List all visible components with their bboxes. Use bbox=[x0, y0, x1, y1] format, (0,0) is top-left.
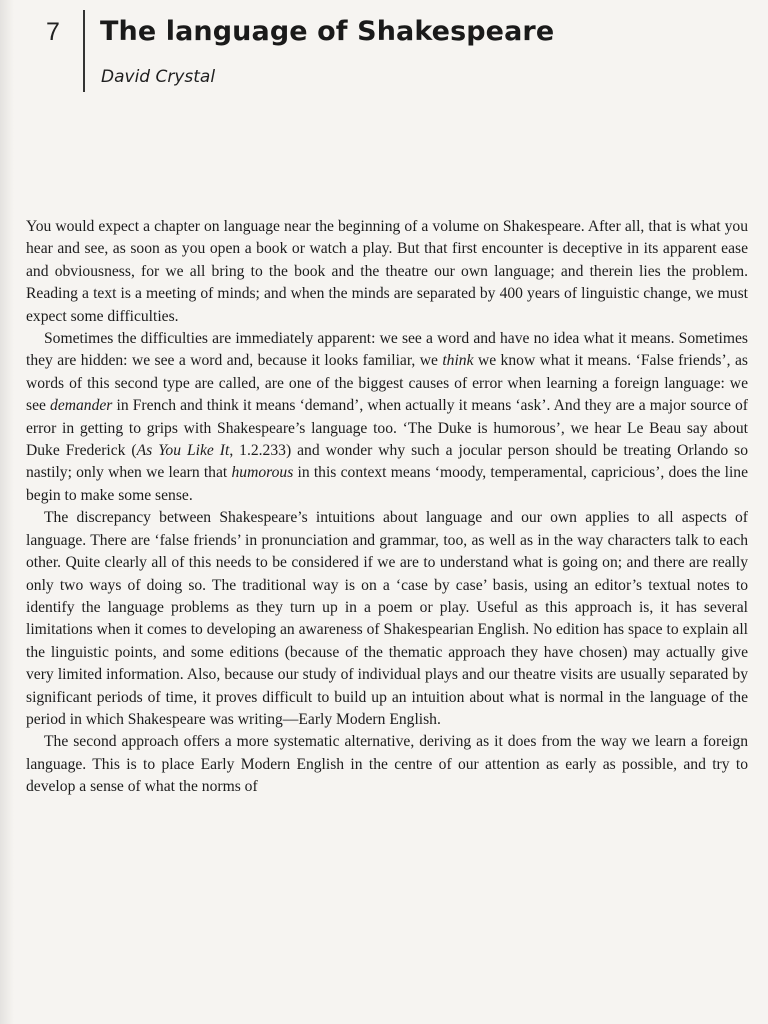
play-title: As You Like It bbox=[136, 442, 230, 460]
italic-term: humorous bbox=[231, 464, 294, 482]
text-run: The discrepancy between Shakespeare’s intuitions about language and our own applies to all aspects of language. There are ‘false friends’ in pronunciation and grammar, too, as well as in the way characters talk to each other. Quite clearly all of this needs to be considered if we are to understand what is going on; and there are really only two ways of doing so. The traditional way is on a ‘case by case’ basis, using an editor’s textual notes to identify the language problems as they turn up in a poem or play. Useful as this approach is, it has several limitations when it comes to developing an awareness of Shakespearian English. No edition has space to explain all the linguistic points, and some editions (because of the thematic approach they have chosen) may actually give very limited information. Also, because our study of individual plays and our theatre visits are usually separated by significant periods of time, it proves difficult to build up an intuition about what is normal in the language of the period in which Shakespeare was writing—Early Modern English. bbox=[26, 509, 748, 728]
paragraph-1 bbox=[26, 216, 748, 328]
text-run: in this context means ‘moody, temperamental, capricious’, does the line begin to make some sense. bbox=[26, 464, 748, 504]
text-run: You would expect a chapter on language near the beginning of a volume on Shakespeare. After all, that is what you hear and see, as soon as you open a book or watch a play. But that first encounter is deceptive in its apparent ease and obviousness, for we all bring to the book and the theatre our own language; and therein lies the problem. Reading a text is a meeting of minds; and when the minds are separated by 400 years of linguistic change, we must expect some difficulties. bbox=[26, 218, 748, 325]
paragraph-3 bbox=[26, 507, 748, 731]
chapter-number: 7 bbox=[46, 18, 60, 46]
italic-term: think bbox=[442, 352, 474, 370]
italic-term: demander bbox=[50, 397, 113, 415]
paragraph-4 bbox=[26, 731, 748, 798]
text-run: , 1.2.233) and wonder why such a jocular person should be treating Orlando so nastily; only when we learn that bbox=[26, 442, 749, 482]
header-divider bbox=[83, 10, 85, 92]
text-run: Sometimes the difficulties are immediately apparent: we see a word and have no idea what it means. Sometimes they are hidden: we see a word and, because it looks familiar, we bbox=[26, 330, 748, 370]
text-run: The second approach offers a more systematic alternative, deriving as it does from the way we learn a foreign language. This is to place Early Modern English in the centre of our attention as early as possible, and try to develop a sense of what the norms of bbox=[26, 733, 748, 796]
page-edge-shadow bbox=[0, 0, 14, 1024]
chapter-body bbox=[26, 216, 748, 799]
text-run: we know what it means. ‘False friends’, as words of this second type are called, are one of the biggest causes of error when learning a foreign language: we see bbox=[26, 352, 748, 415]
text-run: in French and think it means ‘demand’, when actually it means ‘ask’. And they are a major source of error in getting to grips with Shakespeare’s language too. ‘The Duke is humorous’, we hear Le Beau say about Duke Frederick ( bbox=[26, 397, 748, 460]
chapter-title: The language of Shakespeare bbox=[100, 16, 555, 47]
paragraph-2 bbox=[26, 328, 748, 507]
chapter-author: David Crystal bbox=[101, 67, 216, 87]
